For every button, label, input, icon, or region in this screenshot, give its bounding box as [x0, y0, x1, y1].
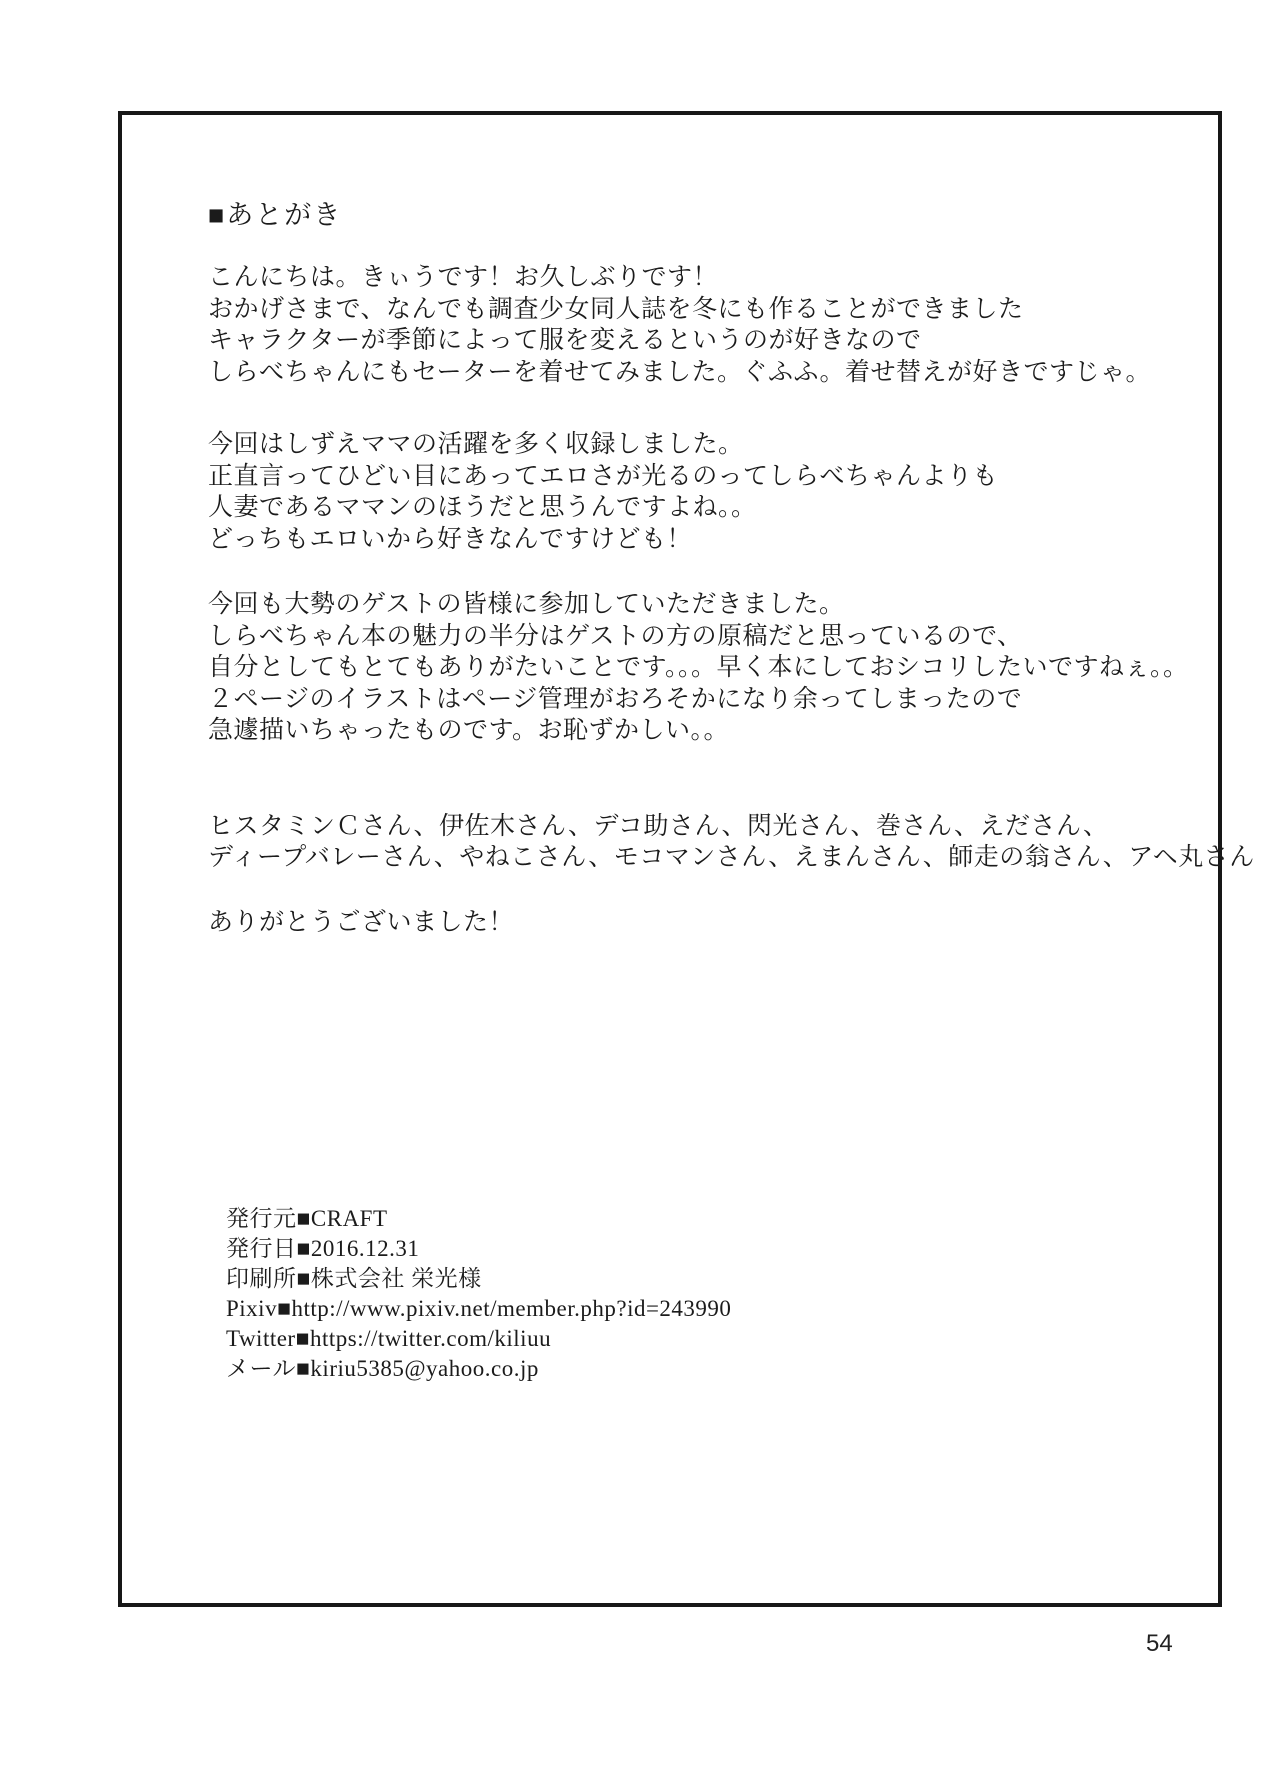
text-line: 正直言ってひどい目にあってエロさが光るのってしらべちゃんよりも — [208, 462, 999, 490]
colophon-twitter-url: Twitter■https://twitter.com/kiliuu — [226, 1326, 552, 1351]
text-line: おかげさまで、なんでも調査少女同人誌を冬にも作ることができました — [208, 295, 1024, 323]
text-line: 人妻であるママンのほうだと思うんですよね。。 — [208, 494, 757, 521]
colophon-date: 発行日■2016.12.31 — [226, 1236, 420, 1261]
text-line: どっちもエロいから好きなんですけども！ — [208, 525, 693, 553]
afterword-content — [208, 199, 1255, 938]
text-line: 今回も大勢のゲストの皆様に参加していただきました。 — [208, 591, 845, 618]
guest-names-paragraph — [208, 811, 1255, 874]
text-line: しらべちゃんにもセーターを着せてみました。ぐふふ。着せ替えが好きですじゃ。 — [208, 358, 1152, 386]
page-border-frame — [118, 111, 1255, 1607]
text-line: 急遽描いちゃったものです。お恥ずかしい。。 — [208, 717, 730, 744]
guest-names-line: ディープバレーさん、やねこさん、モコマンさん、えまんさん、師走の翁さん、アヘ丸さん — [208, 844, 1255, 871]
guests-paragraph — [208, 589, 1208, 747]
thanks-paragraph — [208, 907, 1208, 939]
colophon-email: メール■kiriu5385@yahoo.co.jp — [226, 1356, 539, 1381]
text-line: こんにちは。きぃうです！お久しぶりです！ — [208, 264, 719, 291]
intro-paragraph — [208, 262, 1208, 388]
colophon-block — [226, 1204, 731, 1384]
text-line: 自分としてもとてもありがたいことです。。。早く本にしておシコリしたいですねぇ。。 — [208, 654, 1189, 681]
thanks-line: ありがとうございました！ — [208, 908, 515, 936]
colophon-printer: 印刷所■株式会社 栄光様 — [226, 1266, 482, 1291]
afterword-heading: ■あとがき — [208, 200, 343, 230]
colophon-pixiv-url: Pixiv■http://www.pixiv.net/member.php?id=243990 — [226, 1296, 732, 1321]
page-number: 54 — [1146, 1630, 1173, 1657]
text-line: しらべちゃん本の魅力の半分はゲストの方の原稿だと思っているので、 — [208, 622, 1023, 650]
text-line: ２ページのイラストはページ管理がおろそかになり余ってしまったので — [208, 685, 1023, 713]
shizue-paragraph — [208, 429, 1208, 555]
guest-names-line: ヒスタミンＣさん、伊佐木さん、デコ助さん、閃光さん、巻さん、えださん、 — [208, 812, 1109, 840]
colophon-publisher: 発行元■CRAFT — [226, 1206, 388, 1231]
text-line: 今回はしずえママの活躍を多く収録しました。 — [208, 431, 744, 458]
text-line: キャラクターが季節によって服を変えるというのが好きなので — [208, 327, 922, 354]
